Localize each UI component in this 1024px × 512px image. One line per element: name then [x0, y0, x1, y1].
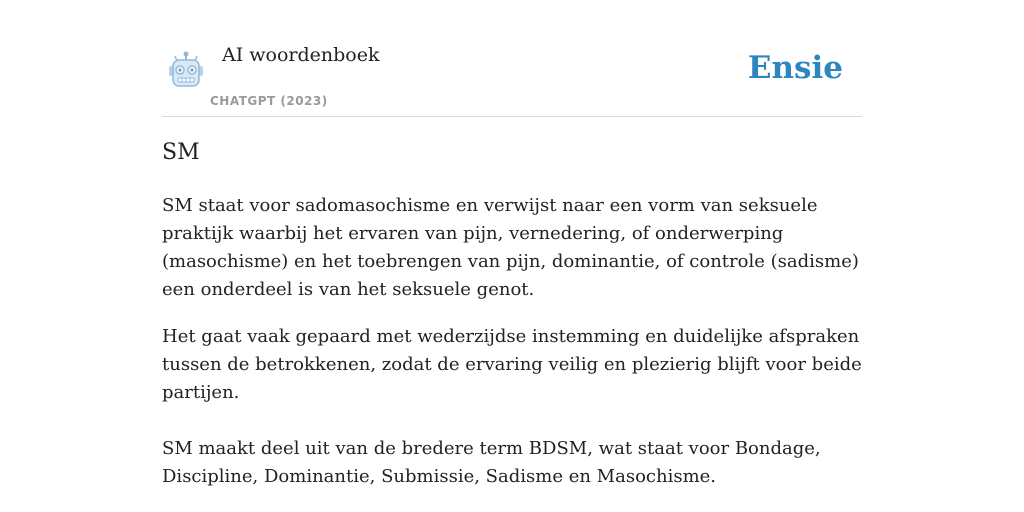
source-meta: CHATGPT (2023): [210, 94, 328, 108]
entry-term: SM: [162, 140, 200, 165]
robot-icon: [166, 50, 206, 90]
definition-paragraph: SM staat voor sadomasochisme en verwijst naar een vorm van seksuele praktijk waarbij het ervaren van pijn, vernedering, of onderwerping (masochisme) en het toebrengen van pijn, dominantie, of controle (sadisme) een onderdeel is van het seksuele genot.: [162, 195, 859, 300]
brand-logo[interactable]: Ensie: [747, 50, 843, 86]
definition-paragraph: Het gaat vaak gepaard met wederzijdse instemming en duidelijke afspraken tussen de betrokkenen, zodat de ervaring veilig en plezierig blijft voor beide partijen.: [162, 326, 862, 403]
definition-body: [162, 192, 862, 491]
source-name: AI woordenboek: [222, 44, 380, 66]
definition-paragraph: SM maakt deel uit van de bredere term BDSM, wat staat voor Bondage, Discipline, Dominantie, Submissie, Sadisme en Masochisme.: [162, 438, 821, 487]
card-header: [162, 0, 862, 117]
definition-card: [162, 0, 862, 512]
